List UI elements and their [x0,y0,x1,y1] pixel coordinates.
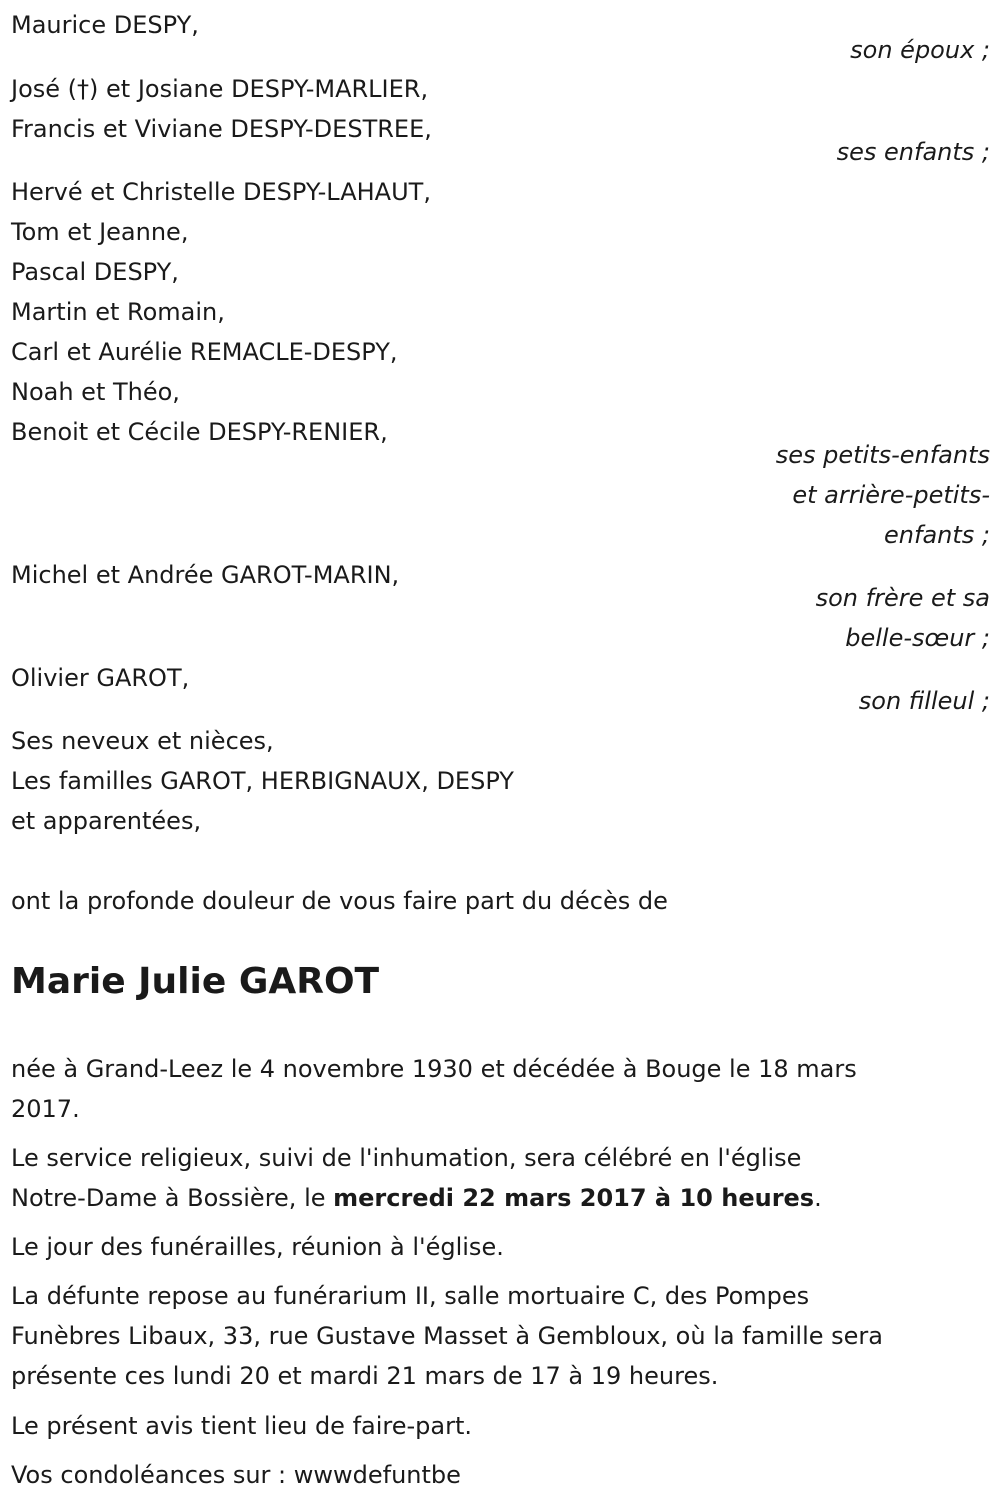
grandchild-line: Tom et Jeanne, [11,218,189,246]
grandchildren-role: enfants ; [884,521,990,549]
repose-line: présente ces lundi 20 et mardi 21 mars de 17 à 19 heures. [11,1362,719,1390]
repose-line: La défunte repose au funérarium II, salle mortuaire C, des Pompes [11,1282,810,1310]
grandchild-line: Hervé et Christelle DESPY-LAHAUT, [11,178,431,206]
relatives-line: Ses neveux et nièces, [11,727,274,755]
birth-death-line: 2017. [11,1095,80,1123]
relatives-line: et apparentées, [11,807,202,835]
grandchild-line: Pascal DESPY, [11,258,179,286]
child-line: Francis et Viviane DESPY-DESTREE, [11,115,432,143]
grandchildren-role: ses petits-enfants [775,441,990,469]
sibling-name: Michel et Andrée GAROT-MARIN, [11,561,400,589]
sibling-role: belle-sœur ; [845,624,990,652]
notice: Le présent avis tient lieu de faire-part. [11,1412,473,1440]
grandchildren-role: et arrière-petits- [792,481,990,509]
godson-role: son filleul ; [858,687,990,715]
deceased-name: Marie Julie GAROT [11,961,380,1002]
children-role: ses enfants ; [836,138,990,166]
spouse-role: son époux ; [850,36,990,64]
grandchild-line: Noah et Théo, [11,378,180,406]
service-line [11,1183,822,1213]
child-line: José (†) et Josiane DESPY-MARLIER, [11,75,429,103]
service-date: mercredi 22 mars 2017 à 10 heures [333,1184,815,1212]
announcement: ont la profonde douleur de vous faire part du décès de [11,887,668,915]
spouse-name: Maurice DESPY, [11,11,199,39]
service-place: Notre-Dame à Bossière, le [11,1184,334,1212]
funeral-day: Le jour des funérailles, réunion à l'église. [11,1233,504,1261]
repose-line: Funèbres Libaux, 33, rue Gustave Masset à Gembloux, où la famille sera [11,1322,883,1350]
godson-name: Olivier GAROT, [11,664,190,692]
grandchild-line: Carl et Aurélie REMACLE-DESPY, [11,338,398,366]
grandchild-line: Martin et Romain, [11,298,225,326]
sibling-role: son frère et sa [815,584,990,612]
relatives-line: Les familles GAROT, HERBIGNAUX, DESPY [11,767,514,795]
service-line: Le service religieux, suivi de l'inhumation, sera célébré en l'église [11,1144,802,1172]
grandchild-line: Benoit et Cécile DESPY-RENIER, [11,418,388,446]
birth-death-line: née à Grand-Leez le 4 novembre 1930 et décédée à Bouge le 18 mars [11,1055,857,1083]
condolences: Vos condoléances sur : wwwdefuntbe [11,1461,461,1489]
service-period: . [814,1184,822,1212]
